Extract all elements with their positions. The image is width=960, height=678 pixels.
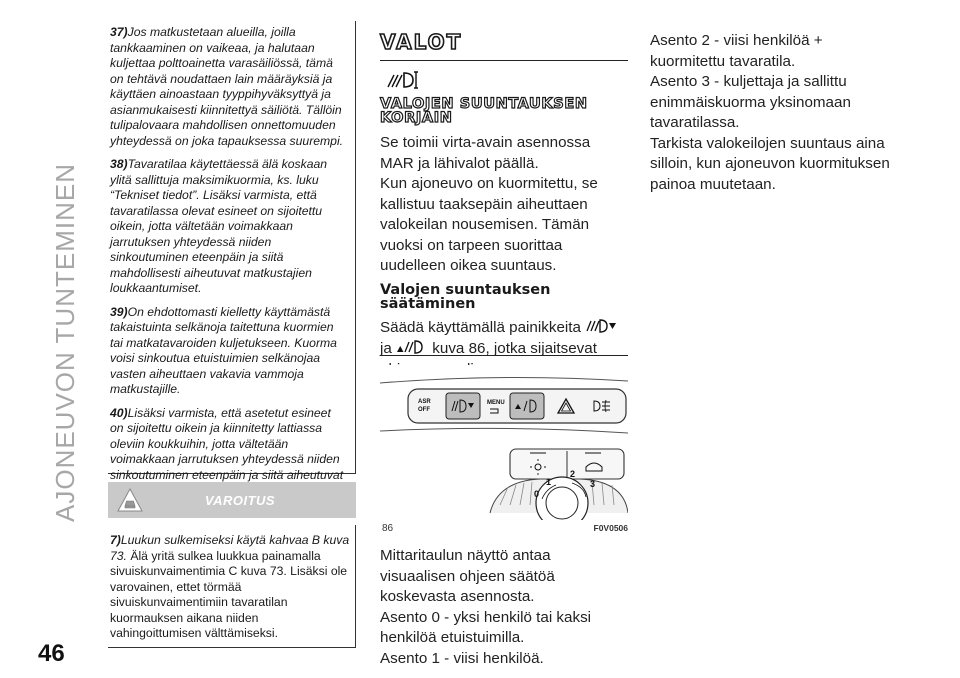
warning-italic-text: Luukun sulkemiseksi käytä kahvaa B kuva 73.	[110, 533, 350, 563]
warning-number: 7)	[110, 533, 121, 547]
car-warning-icon	[116, 486, 144, 514]
adjust-text-c: kuva 86, jotka sijaitsevat	[432, 340, 597, 357]
note-text: Lisäksi varmista, että asetetut esineet on sijoitettu oikein ja kiinnitetty lattiassa oleviin koukkuihin, jotta vältetään voimakkaan jarrutuksen yhteydessä niiden sinkoutuminen eteenpäin ja siitä aiheutuvat	[110, 405, 344, 482]
paragraph: Mittaritaulun näyttö antaa visuaalisen ohjeen säätöä koskevasta asennosta.	[380, 547, 555, 605]
note-number: 38)	[110, 157, 128, 171]
note-39	[110, 305, 347, 398]
paragraph: Asento 3 - kuljettaja ja sallittu enimmäiskuorma yksinomaan tavaratilassa.	[650, 73, 851, 131]
note-number: 39)	[110, 304, 128, 319]
intro-paragraph: Se toimii virta-avain asennossa MAR ja lähivalot päällä.	[380, 134, 591, 172]
headlight-up-button-icon	[396, 338, 428, 356]
warning-box	[108, 525, 356, 648]
note-number: 40)	[110, 405, 128, 420]
control-panel-illustration	[380, 365, 628, 520]
section-title: VALOT	[380, 30, 463, 54]
asr-label: ASR	[418, 399, 431, 405]
off-label: OFF	[418, 407, 430, 413]
headlight-down-button-icon	[585, 317, 617, 335]
menu-label: MENU	[487, 400, 505, 406]
headlight-down-button[interactable]	[446, 393, 480, 419]
note-text: On ehdottomasti kielletty käyttämästä takaistuinta selkänoja taitettuna kuormien tai matkatavaroiden kuljetukseen. Kuorma voisi sinkoutua etuistuimien selkänojaa vasten aiheuttaen vakavia vammoja matkustajille.	[110, 304, 337, 396]
warning-text: Älä yritä sulkea luukkua painamalla sivuiskunvaimentimia C kuva 73. Lisäksi ole varovainen, ettet törmää sivuiskunvaimentimiin tavaratilan kuormauksen aikana niiden vahingoittumisen välttämiseksi.	[110, 548, 348, 640]
note-number: 37)	[110, 25, 128, 39]
figure-code: F0V0506	[593, 523, 628, 533]
right-column	[650, 31, 900, 195]
paragraph: Tarkista valokeilojen suuntaus aina silloin, kun ajoneuvon kuormituksen painoa muutetaan.	[650, 134, 890, 193]
adjust-text-b: ja	[380, 340, 392, 357]
page-number: 46	[38, 640, 65, 667]
warning-title: VAROITUS	[204, 492, 276, 508]
continuation-text	[380, 546, 628, 669]
dial-digit-0: 0	[534, 489, 540, 499]
chapter-title: AJONEUVON TUNTEMINEN	[49, 162, 80, 522]
paragraph: Asento 1 - viisi henkilöä.	[380, 649, 544, 667]
dial-digit-1: 1	[546, 477, 552, 487]
adjust-heading: Valojen suuntauksen säätäminen	[380, 281, 551, 312]
paragraph: Asento 2 - viisi henkilöä + kuormitettu tavaratila.	[650, 32, 823, 70]
section-divider	[380, 60, 628, 61]
note-37	[110, 25, 347, 149]
figure-divider	[380, 355, 628, 356]
notes-box	[108, 21, 356, 482]
warning-banner	[108, 482, 356, 518]
chapter-sidebar	[40, 32, 90, 652]
dial-digit-2: 2	[570, 469, 576, 479]
note-text: Jos matkustetaan alueilla, joilla tankkaaminen on vaikeaa, ja halutaan kuljettaa polttoainetta varasäiliössä, tämä on tehtävä noudattaen lain määräyksiä ja käyttäen ainoastaan tyyppihyväksyttyä ja asianmukaisesti kiinnitettyä säiliötä. Tällöin tulipalovaara mahdollisen onnettomuuden yhteydessä on joka tapauksessa suurempi.	[110, 25, 344, 148]
figure-86	[380, 355, 628, 538]
headlight-adjust-icon	[380, 69, 426, 91]
figure-number: 86	[382, 523, 394, 534]
intro-paragraph-2: Kun ajoneuvo on kuormitettu, se kallistuu taaksepäin aiheuttaen valokeilan nousemisen. Tämän vuoksi on tarpeen suorittaa uudelleen oikea suuntaus.	[380, 175, 598, 274]
paragraph: Asento 0 - yksi henkilö tai kaksi henkilöä etuistuimilla.	[380, 608, 592, 646]
dial-digit-3: 3	[590, 479, 596, 489]
headlight-up-button[interactable]	[510, 393, 544, 419]
section-main	[380, 30, 628, 380]
adjust-text-a: Säädä käyttämällä painikkeita	[380, 318, 581, 336]
subsection-title: VALOJEN SUUNTAUKSEN KORJAIN	[380, 96, 588, 126]
note-text: Tavaratilaa käytettäessä älä koskaan ylitä sallittuja maksimikuormia, ks. luku “Tekniset tiedot”. Lisäksi varmista, että tavaratilassa olevat esineet on sijoitettu oikein, jotta vältetään voimakkaan jarrutuksen yhteydessä niiden sinkoutuminen eteenpäin ja siitä mahdollisesti aiheutuvat matkustajien loukkaantumiset.	[110, 157, 328, 295]
note-38	[110, 157, 347, 297]
